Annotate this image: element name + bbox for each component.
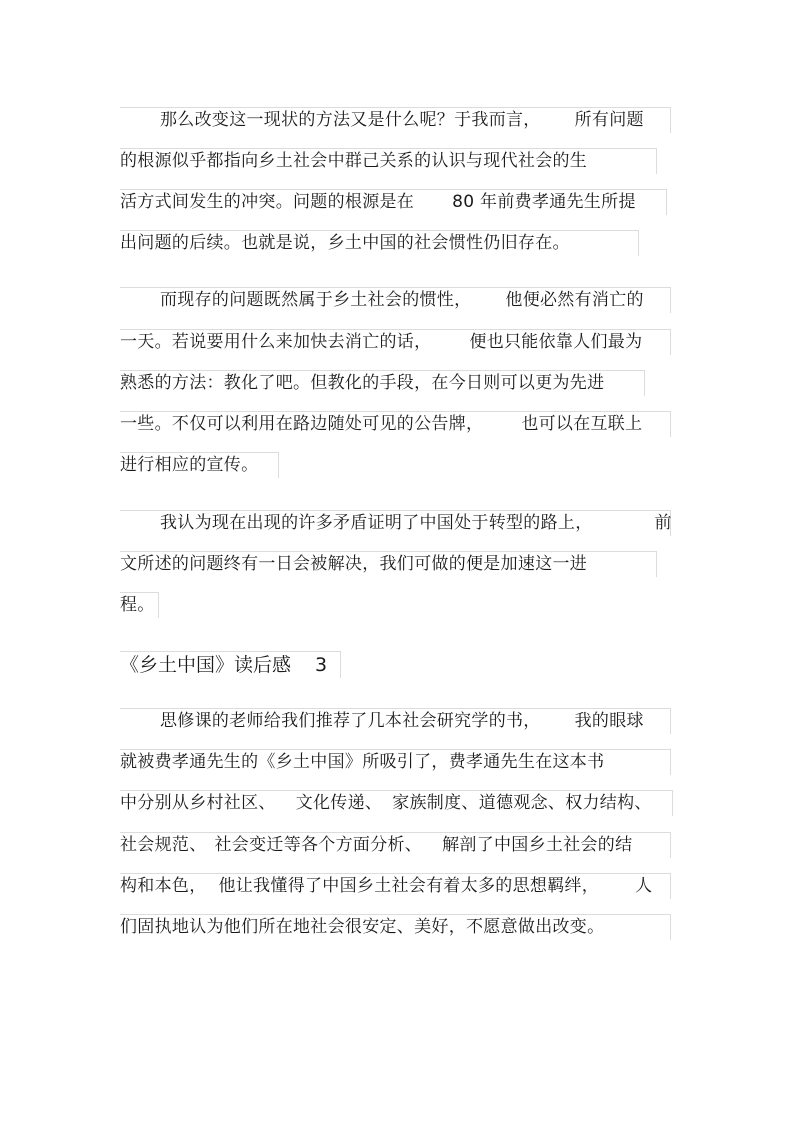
paragraph-4-line-1 [120, 708, 671, 734]
paragraph-2-line-4 [120, 411, 671, 437]
text-segment: 我认为现在出现的许多矛盾证明了中国处于转型的路上， [160, 513, 593, 533]
text-segment: 的根源似乎都指向乡土社会中群己关系的认识与现代社会的生 [120, 151, 588, 171]
paragraph-2-line-5 [120, 452, 279, 478]
heading-title: 《乡土中国》读后感 [120, 654, 292, 676]
text-segment: 人 [635, 876, 653, 896]
text-segment: 他便必然有消亡的 [505, 290, 644, 310]
section-heading [120, 651, 341, 678]
text-segment: 解剖了中国乡土社会的结 [442, 835, 633, 855]
paragraph-4-line-2 [120, 749, 671, 775]
text-segment: 们固执地认为他们所在地社会很安定、美好，不愿意做出改变。 [120, 917, 605, 937]
text-segment: 中分别从乡村社区、 [120, 793, 276, 813]
text-segment: 我的眼球 [574, 711, 644, 731]
text-segment: 所有问题 [574, 110, 644, 130]
paragraph-2-line-1 [120, 287, 671, 313]
paragraph-3-line-2 [120, 551, 657, 577]
paragraph-1-line-4 [120, 230, 639, 256]
text-segment: 熟悉的方法：教化了吧。但教化的手段，在今日则可以更为先进 [120, 373, 605, 393]
paragraph-1-line-1 [120, 107, 671, 133]
text-segment: 进行相应的宣传。 [120, 455, 259, 475]
text-segment: 活方式间发生的冲突。问题的根源是在 [120, 192, 415, 212]
text-segment: 构和本色， [120, 876, 207, 896]
paragraph-4-line-3 [120, 790, 673, 816]
text-segment: 便也只能依靠人们最为 [469, 332, 643, 352]
paragraph-2-line-3 [120, 370, 645, 396]
heading-number: 3 [315, 654, 328, 676]
paragraph-4-line-6 [120, 914, 671, 940]
paragraph-1-line-2 [120, 148, 657, 174]
text-segment: 程。 [120, 595, 155, 615]
text-segment: 他让我懂得了中国乡土社会有着太多的思想羁绊， [218, 876, 600, 896]
paragraph-4-line-5 [120, 873, 671, 899]
text-segment: 家族制度、道德观念、权力结构、 [392, 793, 652, 813]
text-segment: 文化传递、 [295, 793, 383, 813]
text-segment: 一天。若说要用什么来加快去消亡的话， [120, 332, 432, 352]
text-segment: 80 年前费孝通先生所提 [452, 192, 636, 212]
paragraph-2-line-2 [120, 329, 671, 355]
text-segment: 一些。不仅可以利用在路边随处可见的公告牌， [120, 414, 484, 434]
text-segment: 而现存的问题既然属于乡土社会的惯性， [160, 290, 472, 310]
text-segment: 那么改变这一现状的方法又是什么呢？于我而言， [160, 110, 541, 130]
paragraph-1-line-3 [120, 189, 667, 215]
paragraph-3-line-1 [120, 510, 671, 536]
text-segment: 也可以在互联上 [521, 414, 643, 434]
text-segment: 出问题的后续。也就是说，乡土中国的社会惯性仍旧存在。 [120, 233, 570, 253]
text-segment: 社会规范、 [120, 835, 207, 855]
paragraph-3-line-3 [120, 592, 159, 618]
text-segment: 思修课的老师给我们推荐了几本社会研究学的书， [160, 711, 541, 731]
paragraph-4-line-4 [120, 832, 671, 858]
text-segment: 文所述的问题终有一日会被解决，我们可做的便是加速这一进 [120, 554, 588, 574]
text-segment: 就被费孝通先生的《乡土中国》所吸引了，费孝通先生在这本书 [120, 752, 605, 772]
text-segment: 社会变迁等各个方面分析、 [214, 835, 423, 855]
text-segment: 前 [654, 513, 672, 533]
